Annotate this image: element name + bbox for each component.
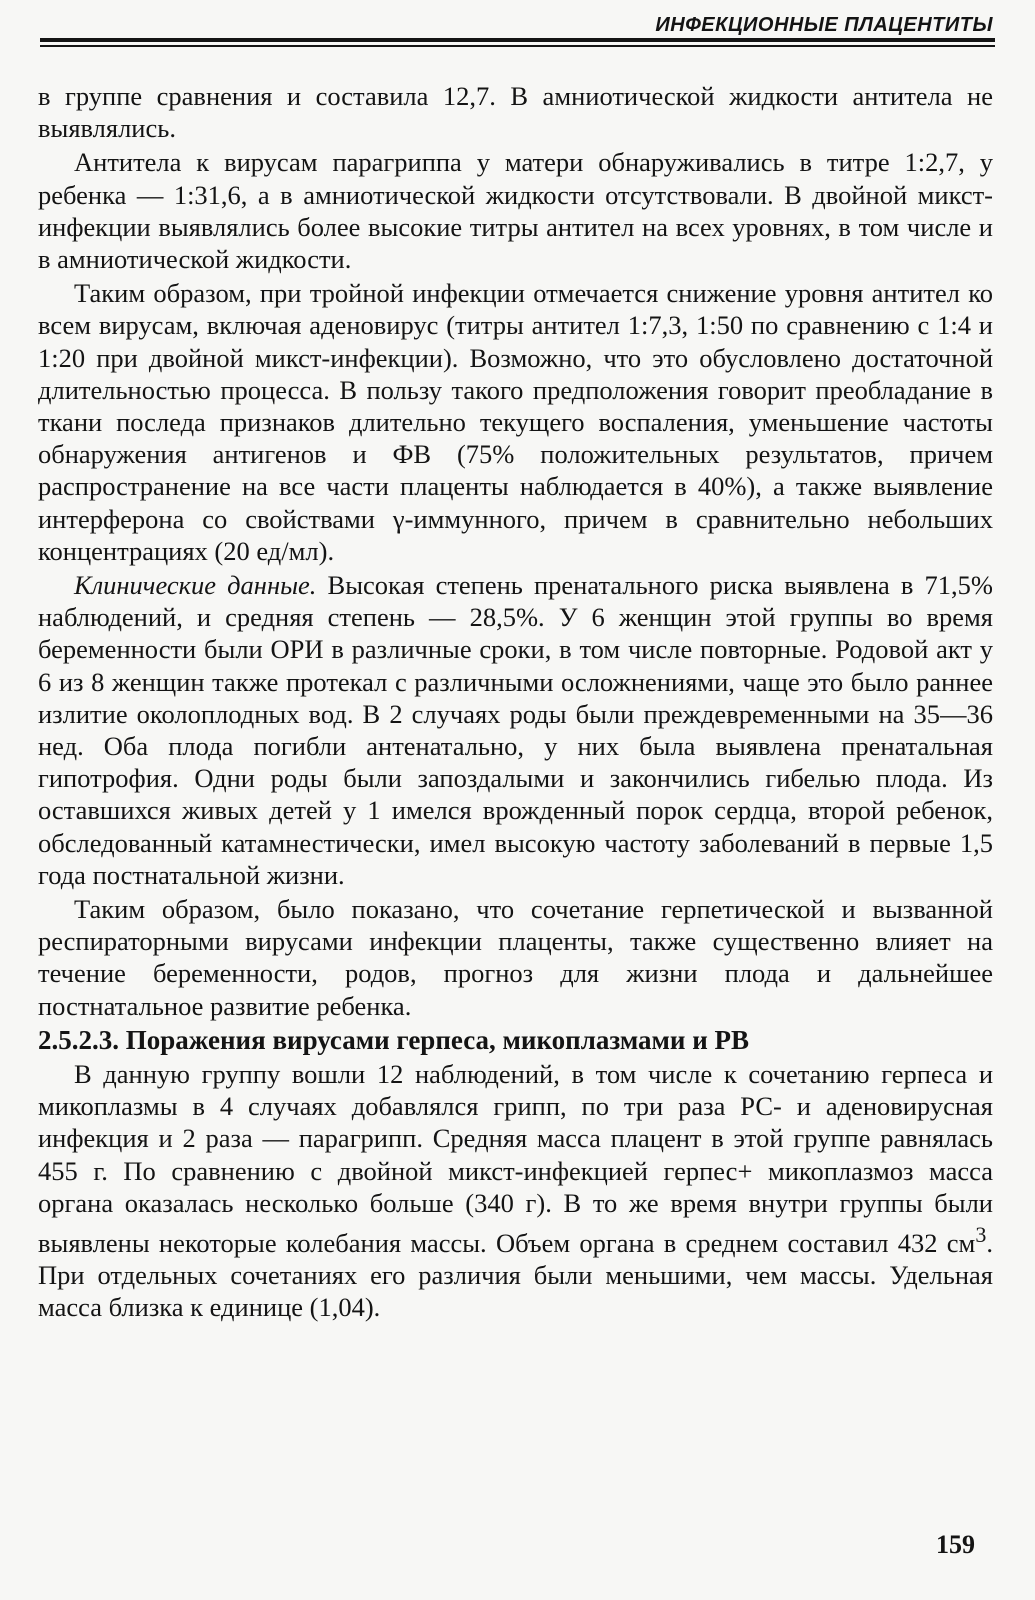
running-title: ИНФЕКЦИОННЫЕ ПЛАЦЕНТИТЫ	[655, 14, 993, 36]
paragraph-triple-infection: Таким образом, при тройной инфекции отмечается снижение уровня антител ко всем вирусам, включая аденовирус (титры антител 1:7,3, 1:50 по сравнению с 1:4 и 1:20 при двойной микст-инфекции). Возможно, что это обусловлено достаточной длительностью процесса. В пользу такого предположения говорит преобладание в ткани последа признаков длительно текущего воспаления, уменьшение частоты обнаружения антигенов и ФВ (75% положительных результатов, причем распространение на все части плаценты наблюдается в 40%), а также выявление интерферона со свойствами γ-иммунного, причем в сравнительно небольших концентрациях (20 ед/мл).	[38, 278, 993, 566]
paragraph-section-body	[38, 1058, 993, 1323]
page-body	[38, 80, 993, 1323]
section-text-1: В данную группу вошли 12 наблюдений, в том числе к сочетанию герпеса и микоплазмы в 4 случаях добавлялся грипп, по три раза РС- и аденовирусная инфекция и 2 раза — парагрипп. Средняя масса плацент в этой группе равнялась 455 г. По сравнению с двойной микст-инфекцией герпес+ микоплазмоз масса органа оказалась несколько больше (340 г). В то же время внутри группы были выявлены некоторые колебания массы. Объем органа в среднем составил 432 см	[38, 1058, 993, 1258]
section-text-2: . При отдельных сочетаниях его различия были меньшими, чем массы. Удельная масса близка к единице (1,04).	[38, 1227, 993, 1323]
paragraph-clinical	[38, 569, 993, 891]
superscript-three: 3	[975, 1221, 987, 1247]
clinical-lead: Клинические данные.	[74, 570, 317, 601]
paragraph-conclusion: Таким образом, было показано, что сочетание герпетической и вызванной респираторными вирусами инфекции плаценты, также существенно влияет на течение беременности, родов, прогноз для жизни плода и дальнейшее постнатальное развитие ребенка.	[38, 894, 993, 1021]
header-rule-thin	[40, 45, 995, 47]
header-rule-thick	[40, 38, 995, 42]
clinical-text: Высокая степень пренатального риска выявлена в 71,5% наблюдений, и средняя степень — 28,5%. У 6 женщин этой группы во время беременности были ОРИ в различные сроки, в том числе повторные. Родовой акт у 6 из 8 женщин также протекал с различными осложнениями, чаще это было раннее излитие околоплодных вод. В 2 случаях роды были преждевременными на 35—36 нед. Оба плода погибли антенатально, у них была выявлена пренатальная гипотрофия. Одни роды были запоздалыми и закончились гибелью плода. Из оставшихся живых детей у 1 имелся врожденный порок сердца, второй ребенок, обследованный катамнестически, имел высокую частоту заболеваний в первые 1,5 года постнатальной жизни.	[38, 570, 993, 890]
page-number: 159	[936, 1530, 975, 1559]
section-heading: 2.5.2.3. Поражения вирусами герпеса, микоплазмами и РВ	[38, 1024, 750, 1055]
paragraph-continuation: в группе сравнения и составила 12,7. В амниотической жидкости антитела не выявлялись.	[38, 81, 993, 144]
paragraph-parainfluenza: Антитела к вирусам парагриппа у матери обнаруживались в титре 1:2,7, у ребенка — 1:31,6, а в амниотической жидкости отсутствовали. В двойной микст-инфекции выявлялись более высокие титры антител на всех уровнях, в том числе и в амниотической жидкости.	[38, 147, 993, 275]
